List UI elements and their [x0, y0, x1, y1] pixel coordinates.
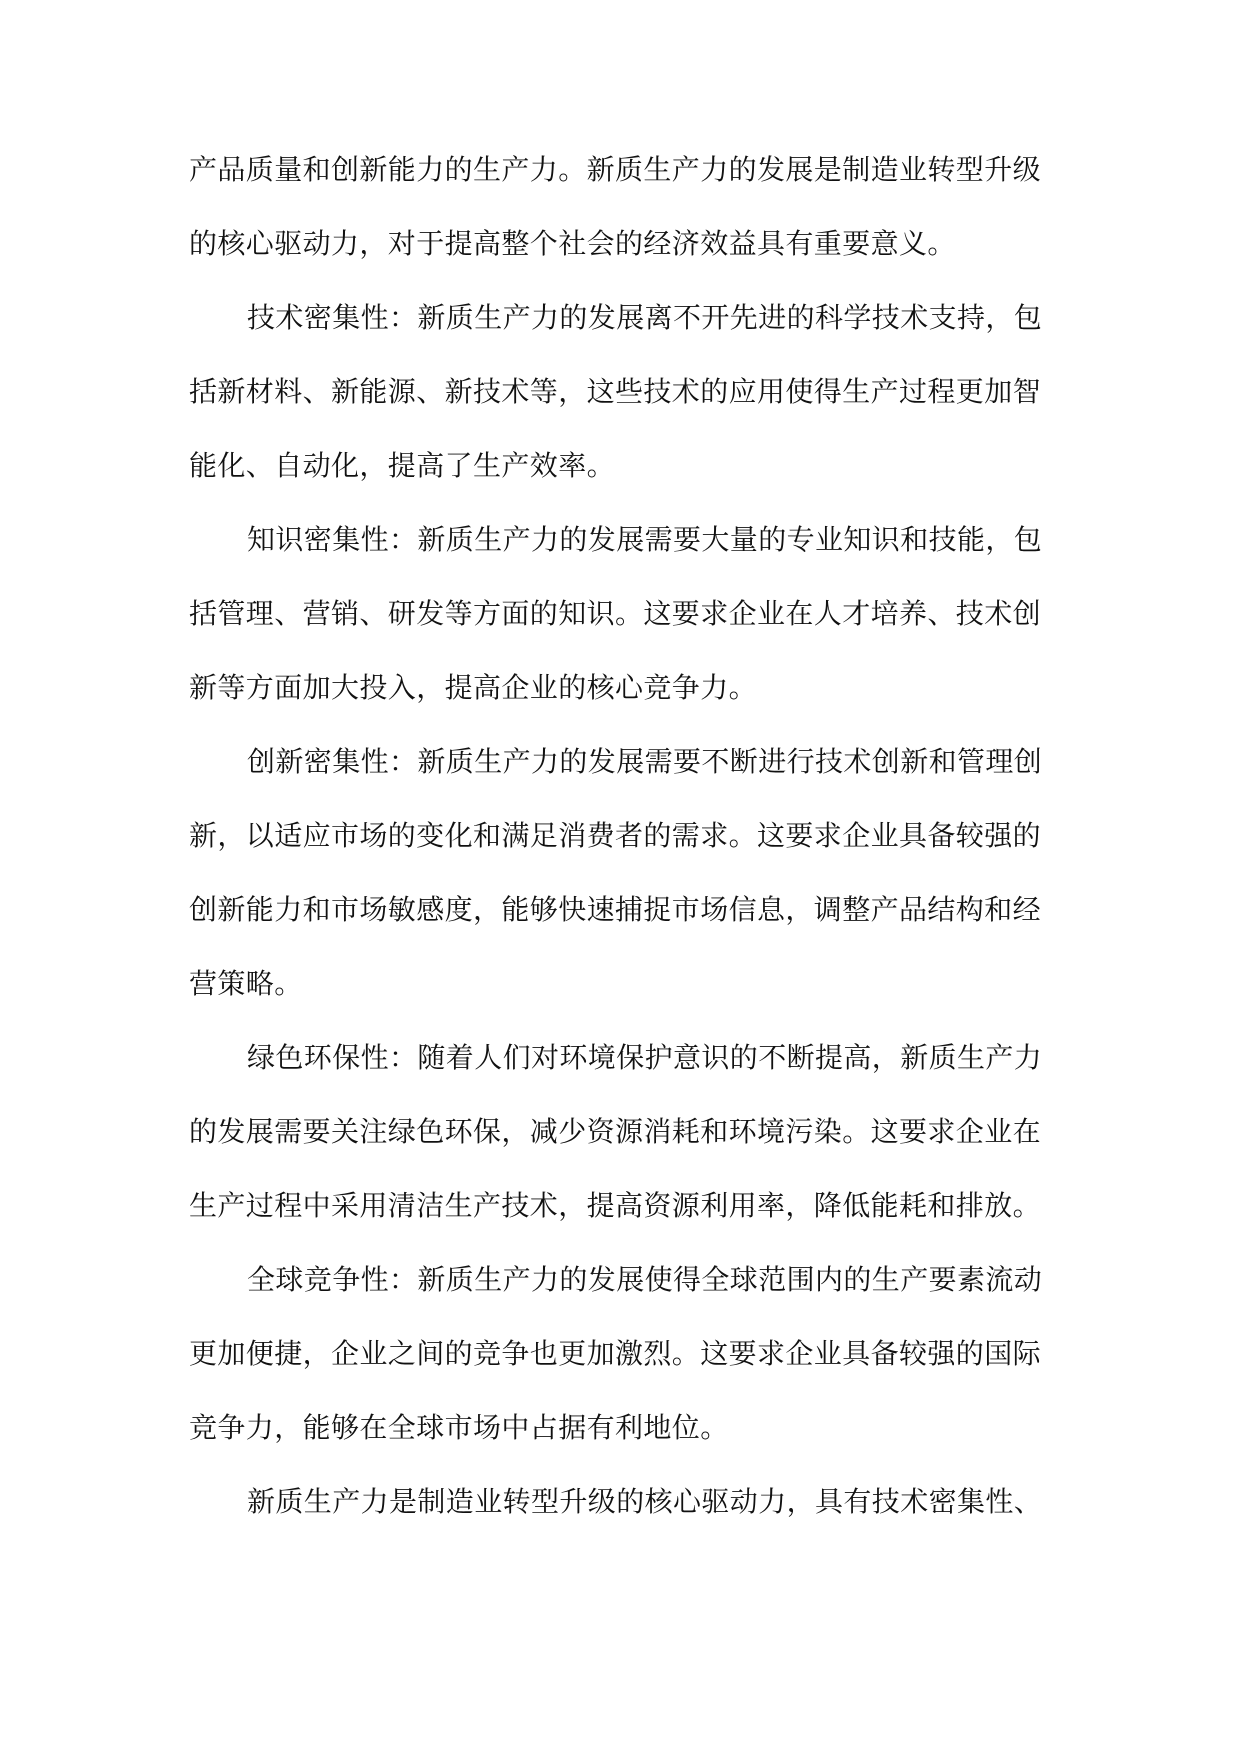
- paragraph-green-environmental: [189, 1021, 1069, 1243]
- paragraph-global-competitive: [189, 1243, 1069, 1465]
- paragraph-knowledge-intensive: [189, 503, 1069, 725]
- text-line: 绿色环保性：随着人们对环境保护意识的不断提高，新质生产力: [247, 1041, 1043, 1074]
- text-line: 能化、自动化，提高了生产效率。: [189, 449, 616, 482]
- text-line: 产品质量和创新能力的生产力。新质生产力的发展是制造业转型升级: [189, 153, 1042, 186]
- text-line: 全球竞争性：新质生产力的发展使得全球范围内的生产要素流动: [247, 1263, 1043, 1296]
- text-line: 知识密集性：新质生产力的发展需要大量的专业知识和技能，包: [247, 523, 1043, 556]
- text-line: 新质生产力是制造业转型升级的核心驱动力，具有技术密集性、: [247, 1485, 1043, 1518]
- text-line: 括新材料、新能源、新技术等，这些技术的应用使得生产过程更加智: [189, 375, 1042, 408]
- paragraph-summary: [189, 1465, 1069, 1539]
- document-body: [189, 133, 1069, 1539]
- text-line: 更加便捷，企业之间的竞争也更加激烈。这要求企业具备较强的国际: [189, 1337, 1042, 1370]
- text-line: 的核心驱动力，对于提高整个社会的经济效益具有重要意义。: [189, 227, 956, 260]
- text-line: 创新能力和市场敏感度，能够快速捕捉市场信息，调整产品结构和经: [189, 893, 1042, 926]
- text-line: 技术密集性：新质生产力的发展离不开先进的科学技术支持，包: [247, 301, 1043, 334]
- text-line: 生产过程中采用清洁生产技术，提高资源利用率，降低能耗和排放。: [189, 1189, 1042, 1222]
- paragraph-technology-intensive: [189, 281, 1069, 503]
- text-line: 括管理、营销、研发等方面的知识。这要求企业在人才培养、技术创: [189, 597, 1042, 630]
- paragraph-innovation-intensive: [189, 725, 1069, 1021]
- text-line: 营策略。: [189, 967, 303, 1000]
- paragraph-continuation: [189, 133, 1069, 281]
- text-line: 的发展需要关注绿色环保，减少资源消耗和环境污染。这要求企业在: [189, 1115, 1042, 1148]
- text-line: 创新密集性：新质生产力的发展需要不断进行技术创新和管理创: [247, 745, 1043, 778]
- text-line: 新等方面加大投入，提高企业的核心竞争力。: [189, 671, 758, 704]
- text-line: 竞争力，能够在全球市场中占据有利地位。: [189, 1411, 729, 1444]
- text-line: 新，以适应市场的变化和满足消费者的需求。这要求企业具备较强的: [189, 819, 1042, 852]
